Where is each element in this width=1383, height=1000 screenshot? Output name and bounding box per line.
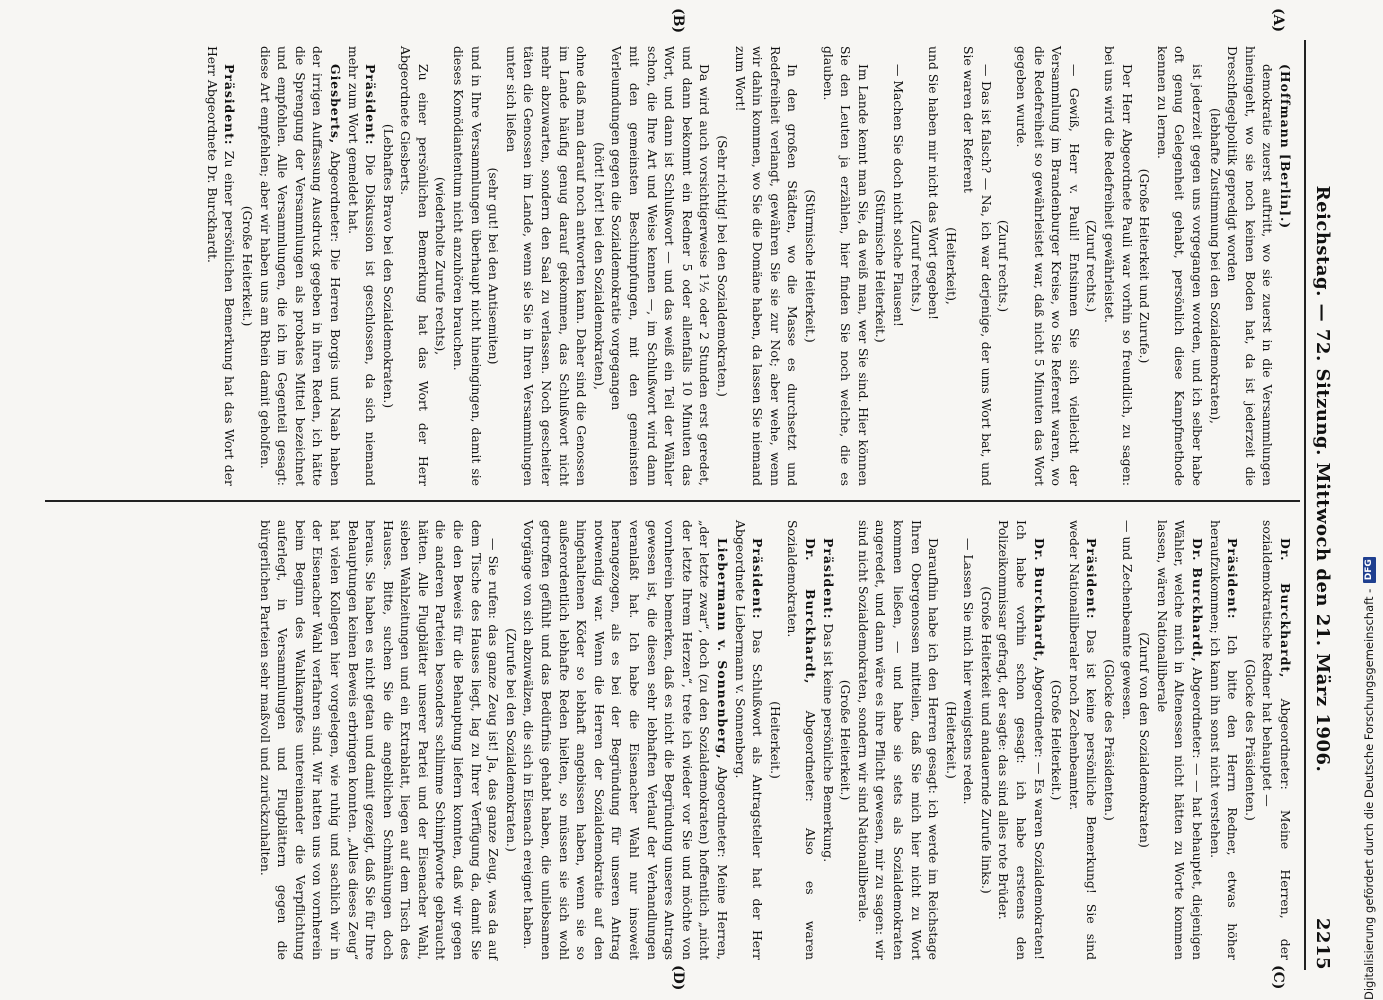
stage-direction: (Zuruf von den Sozialdemokraten) xyxy=(1137,632,1153,848)
speaker-name: Präsident: xyxy=(750,538,766,620)
stage-direction: (hört! hört! bei den Sozialdemokraten), xyxy=(591,142,607,390)
paragraph-text: demokratie zuerst auftritt, wo sie zuerst in die Versammlungen hineingeht, wo sie noch keinen Boden hat, da ist jederzeit die Dreschflegelpolitik gepredigt worden xyxy=(1225,46,1276,486)
paragraph xyxy=(819,46,872,486)
paragraph xyxy=(1259,520,1294,960)
stage-direction: (Heiterkeit.) xyxy=(943,701,959,779)
stage-direction: (Zuruf rechts.) xyxy=(996,219,1012,313)
paragraph xyxy=(1224,46,1277,486)
paragraph xyxy=(784,520,819,960)
paragraph xyxy=(1013,46,1083,486)
rotated-page-content xyxy=(36,0,1346,1000)
stage-direction: (Zuruf rechts.) xyxy=(908,219,924,313)
paragraph xyxy=(1153,46,1206,486)
paragraph xyxy=(925,46,943,486)
paragraph-text: — Machen Sie doch nicht solche Flausen! xyxy=(890,64,906,327)
page-number: 2215 xyxy=(1312,917,1334,970)
paragraph xyxy=(1065,520,1100,960)
stage-direction: (Glocke des Präsidenten.) xyxy=(1102,659,1118,821)
paragraph-text: Abgeordneter: Meine Herren, der sozialdemokratische Redner hat behauptet — xyxy=(1260,520,1293,960)
speaker-name: Präsident: xyxy=(363,64,379,146)
paragraph-text: — Das ist falsch? — Na, ich war derjenige, der ums Wort bat, und Sie waren der Referent xyxy=(961,46,994,486)
paragraph-text: Der Herr Abgeordnete Pauli war vorhin so freundlich, zu sagen: bei uns wird die Redefreiheit gewährleistet. xyxy=(1102,46,1135,486)
paragraph xyxy=(854,520,942,960)
paragraph-text: Ich bitte den Herrn Redner, etwas höher heraufzukommen; ich kann ihn sonst nicht verstehen. xyxy=(1207,520,1241,960)
paragraph xyxy=(344,46,379,486)
paragraph xyxy=(731,46,801,486)
paragraph xyxy=(608,46,714,486)
margin-mark-b: (B) xyxy=(670,8,686,34)
paragraph-text: Das ist keine persönliche Bemerkung! Sie sind weder Nationalliberaler noch Zechenbeamter. xyxy=(1066,520,1100,960)
paragraph xyxy=(397,46,432,486)
paragraph-text: Abgeordneter: — — hat behauptet, diejenigen Wähler, welche mich in Altenessen nicht hätten zu Worte kommen lassen, wären Nationalliberale xyxy=(1154,520,1206,960)
paragraph xyxy=(1100,46,1135,486)
stage-direction: (Lebhaftes Bravo bei den Sozialdemokraten.) xyxy=(380,123,396,409)
page-header xyxy=(1308,40,1338,970)
footer-credit xyxy=(1362,557,1376,1000)
paragraph xyxy=(731,520,766,960)
paragraph xyxy=(520,520,731,960)
left-column xyxy=(203,46,1294,486)
paragraph xyxy=(995,520,1048,960)
paragraph xyxy=(256,46,344,486)
right-column xyxy=(256,520,1294,960)
paragraph xyxy=(960,46,995,486)
paragraph-text: Die Diskussion ist geschlossen, da sich niemand mehr zum Wort gemeldet hat. xyxy=(345,46,379,486)
paragraph-text: Zu einer persönlichen Bemerkung hat das Wort der Herr Abgeordnete Giesberts. xyxy=(398,46,431,486)
paragraph-text: — und Zechenbeamte gewesen. xyxy=(1119,520,1135,720)
footer-text: Digitalisierung gefördert durch die Deutsche Forschungsgemeinschaft - xyxy=(1362,588,1376,1000)
stage-direction: (Große Heiterkeit.) xyxy=(838,679,854,801)
paragraph-text: — Lassen Sie mich hier wenigstens reden. xyxy=(961,538,977,805)
paragraph xyxy=(450,46,485,486)
speaker-name: Präsident: xyxy=(1225,538,1241,620)
stage-direction: (wiederholte Zurufe rechts), xyxy=(433,176,449,356)
paragraph-text: — Gewiß, Herr v. Pauli! Entsinnen Sie sich vielleicht der Versammlung im Brandenburger Kreise, wo Sie Referent waren, wo die Redefreiheit so gewährleistet war, daß nicht 5 Minuten das Wort gegeben wurde. xyxy=(1014,46,1082,486)
speaker-name: Giesberts, xyxy=(327,64,343,145)
paragraph-text: In den großen Städten, wo die Masse es durchsetzt und Redefreiheit verlangt, gewähren Sie sie zur Not; aber wehe, wenn wir dahin kommen, wo Sie die Domäne haben, da lassen Sie niemand zum Wort! xyxy=(732,46,801,486)
paragraph xyxy=(256,520,502,960)
paragraph-text: Da wird auch vorsichtigerweise 1½ oder 2 Stunden erst geredet, und dann bekommt ein Redner 5 oder allenfalls 10 Minuten das Wort, und dann ist Schlußwort — und das weiß ein Teil der Wähler schon, die Ihre Art und Weise kennen —, im Schlußwort wird dann mit den gemeinsten Beschimpfungen, mit den gemeinsten Verleumdungen gegen die Sozialdemokratie vorgegangen xyxy=(609,46,713,486)
margin-mark-c: (C) xyxy=(1270,965,1286,990)
paragraph-text: — Sie rufen: das ganze Zeug ist! Ja, das ganze Zeug, was da auf dem Tische des Hauses liegt, lag zu Ihrer Verfügung da, damit Sie die den Beweis für die Behauptung liefern konnten, daß wir gegen die anderen Parteien besonders schlimme Schimpfworte gebraucht hätten. Alle Flugblätter unserer Partei und der Eisenacher Wahl, sieben Wahlzeitungen und ein Extrablatt, liegen auf dem Tisch des Hauses. Bitte, suchen Sie die angeblichen Schmähungen doch heraus. Sie haben es nicht getan und damit gezeigt, daß Sie für Ihre Behauptungen keinen Beweis erbringen konnten. „Alles dieses Zeug“ hat vielen Kollegen hier vorgelegen, wie ruhig und sachlich wir in der Eisenacher Wahl verfahren sind. Wir hatten uns von vornherein beim Beginn des Wahlkampfes untereinander die Verpflichtung auferlegt, in Versammlungen und Flugblättern gegen die bürgerlichen Parteien sehr maßvoll und zurückzuhalten. xyxy=(257,520,502,960)
speaker-name: Dr. Burckhardt, xyxy=(1190,538,1206,663)
speaker-name: Dr. Burckhardt, xyxy=(1031,538,1047,663)
paragraph-text: Abgeordneter: Also es waren Sozialdemokraten. xyxy=(785,520,818,960)
paragraph-text: Im Lande kennt man Sie, da weiß man, wer Sie sind. Hier können Sie den Leuten ja erzählen, hier finden Sie noch welche, die es glauben. xyxy=(820,46,871,486)
stage-direction: (Große Heiterkeit.) xyxy=(239,205,255,327)
stage-direction: (Heiterkeit), xyxy=(943,227,959,305)
stage-direction: (Zurufe bei den Sozialdemokraten.) xyxy=(503,628,519,852)
paragraph-text: Abgeordneter: Meine Herren, „der letzte zwar“, doch (zu den Sozialdemokraten) hoffentlich „nicht der letzte Ihrem Herzen“, trete ich wieder vor Sie und möchte von vornherein bemerken, daß es nicht die Begründung unseres Antrags gewesen ist, die diesen sehr lebhaften Verlauf der Verhandlungen veranlaßt hat. Ich habe die Eisenacher Wahl nur insoweit herangezogen, als es bei der Begründung für unseren Antrag notwendig war. Wenn die Herren der Sozialdemokratie auf den hingehaltenen Köder so lebhaft angebissen haben, wenn sie so außerordentlich lebhafte Reden hielten, so müssen sie sich wohl getroffen gefühlt und das Bedürfnis gehabt haben, die unliebsamen Vorgänge von sich abzuwälzen, die sich in Eisenach ereignet haben. xyxy=(521,520,730,960)
page-header-title: Reichstag. — 72. Sitzung. Mittwoch den 21. März 1906. xyxy=(1312,185,1334,773)
paragraph-text: und in Ihre Versammlungen überhaupt nicht hineingingen, damit sie dieses Komödiantentum nicht anzuhören brauchen. xyxy=(451,46,484,486)
stage-direction: (Stürmische Heiterkeit.) xyxy=(802,189,818,343)
paragraph xyxy=(502,46,590,486)
stage-direction: (Große Heiterkeit und andauernde Zurufe links.) xyxy=(978,586,994,894)
paragraph-text: ist jederzeit gegen uns vorgegangen worden, und ich selber habe oft genug Gelegenheit gehabt, persönlich diese Kampfmethode kennen zu lernen. xyxy=(1154,46,1206,486)
speaker-name: Dr. Burckhardt, xyxy=(802,538,818,685)
stage-direction: (Zuruf rechts.) xyxy=(1084,219,1100,313)
paragraph xyxy=(960,520,978,960)
header-rule xyxy=(1304,40,1306,970)
speaker-name: Präsident: xyxy=(820,538,836,620)
paragraph-text: Daraufhin habe ich den Herren gesagt: ich werde im Reichstage Ihren Obergenossen mitteilen, daß Sie mich hier nicht zu Wort kommen ließen, — und habe sie stets als Sozialdemokraten angeredet, und dann wäre es ihre Pflicht gewesen, mir zu sagen: wir sind nicht Sozialdemokraten, sondern wir sind Nationalliberale. xyxy=(855,520,942,960)
speaker-name: Liebermann v. Sonnenberg, xyxy=(715,538,730,760)
stage-direction: (Große Heiterkeit.) xyxy=(1049,679,1065,801)
paragraph xyxy=(1276,46,1294,486)
paragraph xyxy=(819,520,837,960)
margin-mark-a: (A) xyxy=(1270,8,1286,33)
paragraph-text: Das ist keine persönliche Bemerkung. xyxy=(820,623,836,863)
stage-direction: (lebhafte Zustimmung bei den Sozialdemokraten), xyxy=(1207,108,1223,424)
speaker-name: Präsident: xyxy=(222,64,238,146)
speaker-name: Präsident: xyxy=(1084,538,1100,620)
paragraph-text: ohne daß man darauf noch antworten kann. Daher sind die Genossen im Lande häufig genug darauf gekommen, das Schlußwort nicht mehr abzuwarten, sondern den Saal zu verlassen. Noch gescheiter täten die Genossen im Lande, wenn sie Sie in Ihren Versammlungen unter sich ließen xyxy=(503,46,590,486)
stage-direction: (Sehr richtig! bei den Sozialdemokraten.) xyxy=(715,135,730,397)
stage-direction: (Große Heiterkeit und Zurufe.) xyxy=(1137,168,1153,364)
paragraph-text: Abgeordneter: Die Herren Borgis und Naab haben der irrigen Auffassung Ausdruck gegeben in ihren Reden, ich hätte die Sprengung der Versammlungen als probates Mittel bezeichnet und empfohlen. Alle Versammlungen, die ich im Gegenteil gesagt: diese Art empfehlen; aber wir haben uns am Rhein damit geholfen. xyxy=(257,46,343,486)
paragraph xyxy=(1118,520,1136,960)
column-divider xyxy=(45,500,1300,502)
paragraph-text: und Sie haben mir nicht das Wort gegeben! xyxy=(926,46,942,321)
margin-mark-d: (D) xyxy=(670,965,686,991)
stage-direction: (Stürmische Heiterkeit.) xyxy=(873,189,889,343)
paragraph xyxy=(1206,520,1241,960)
dfg-logo: DFG xyxy=(1363,557,1376,583)
stage-direction: (Heiterkeit.) xyxy=(767,701,783,779)
paragraph-text: Abgeordneter: — Es waren Sozialdemokraten! Ich habe vorhin schon gesagt: ich habe ersteens den Polizeikommissar gefragt, der sagte: das sind alles rote Brüder. xyxy=(996,520,1047,960)
paragraph xyxy=(1153,520,1206,960)
stage-direction: (Glocke des Präsidenten.) xyxy=(1242,659,1258,821)
paragraph-text: Zu einer persönlichen Bemerkung hat das Wort der Herr Abgeordnete Dr. Burckhardt. xyxy=(204,46,238,486)
paragraph xyxy=(203,46,238,486)
paragraph-text: Das Schlußwort als Antragsteller hat der Herr Abgeordnete Liebermann v. Sonnenberg. xyxy=(732,520,766,960)
stage-direction: (sehr gut! bei den Antisemiten) xyxy=(486,167,502,365)
paragraph xyxy=(889,46,907,486)
speaker-name: Dr. Burckhardt, xyxy=(1278,538,1293,679)
speaker-name: (Hoffmann [Berlin].) xyxy=(1278,64,1293,230)
